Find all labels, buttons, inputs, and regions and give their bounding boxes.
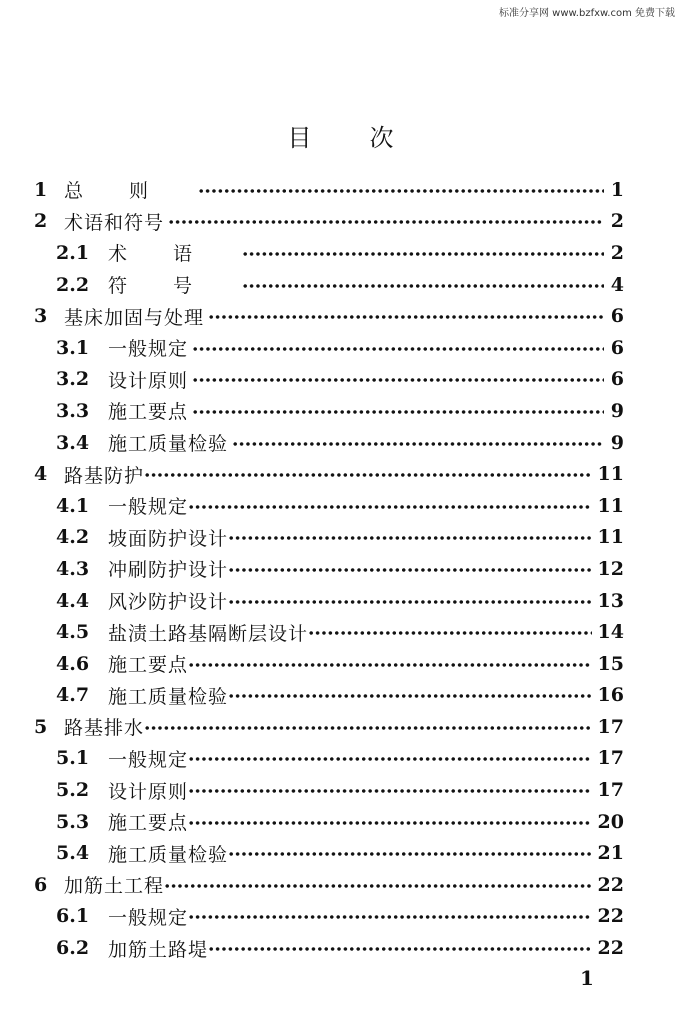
entry-page: 16 — [597, 684, 624, 707]
entry-page: 20 — [597, 810, 624, 833]
entry-page: 9 — [610, 431, 624, 454]
dot-leader — [188, 914, 592, 920]
entry-label: 一般规定 — [108, 338, 189, 361]
toc-entry[interactable] — [34, 869, 624, 901]
entry-number: 3.3 — [56, 399, 90, 422]
entry-page: 22 — [597, 937, 624, 960]
entry-number: 4.2 — [56, 526, 90, 549]
entry-number: 6 — [34, 873, 48, 896]
entry-label: 基床加固与处理 — [64, 306, 205, 329]
dot-leader — [144, 725, 592, 731]
entry-number: 5.2 — [56, 779, 90, 802]
entry-number: 6.2 — [56, 937, 90, 960]
entry-label: 一般规定 — [108, 748, 189, 771]
toc-entry[interactable] — [34, 300, 624, 332]
entry-label: 加筋土路堤 — [108, 938, 209, 961]
entry-number: 4.1 — [56, 494, 90, 517]
entry-page: 15 — [597, 652, 624, 675]
dot-leader — [228, 693, 592, 699]
toc-entry[interactable] — [34, 837, 624, 869]
dot-leader — [192, 409, 604, 415]
entry-label: 路基排水 — [64, 717, 145, 740]
entry-page: 22 — [597, 905, 624, 928]
dot-leader — [228, 851, 592, 857]
dot-leader — [208, 946, 592, 952]
watermark-header: 标准分享网 www.bzfxw.com 免费下载 — [499, 8, 675, 19]
entry-number: 5.1 — [56, 747, 90, 770]
entry-page: 6 — [610, 305, 624, 328]
entry-number: 2.1 — [56, 241, 90, 264]
entry-page: 14 — [597, 621, 624, 644]
entry-page: 2 — [610, 241, 624, 264]
entry-label: 一般规定 — [108, 496, 189, 519]
entry-page: 17 — [597, 779, 624, 802]
entry-number: 4.4 — [56, 589, 90, 612]
entry-number: 3 — [34, 305, 48, 328]
entry-label: 施工要点 — [108, 654, 189, 677]
entry-page: 17 — [597, 715, 624, 738]
entry-number: 4 — [34, 463, 48, 486]
entry-page: 13 — [597, 589, 624, 612]
entry-number: 4.6 — [56, 652, 90, 675]
toc-entry[interactable] — [34, 553, 624, 585]
toc-entry[interactable] — [34, 332, 624, 364]
dot-leader — [188, 504, 592, 510]
toc-entry[interactable] — [34, 680, 624, 712]
toc-entry[interactable] — [34, 743, 624, 775]
entry-label: 冲刷防护设计 — [108, 559, 229, 582]
dot-leader — [242, 283, 604, 289]
entry-number: 4.7 — [56, 684, 90, 707]
dot-leader — [164, 883, 592, 889]
entry-label: 施工质量检验 — [108, 685, 229, 708]
dot-leader — [228, 599, 592, 605]
dot-leader — [168, 219, 604, 225]
entry-page: 2 — [610, 210, 624, 233]
entry-number: 1 — [34, 178, 48, 201]
dot-leader — [198, 188, 604, 194]
entry-page: 11 — [597, 526, 624, 549]
page-number: 1 — [580, 966, 594, 990]
toc-entry[interactable] — [34, 648, 624, 680]
dot-leader — [188, 788, 592, 794]
entry-number: 6.1 — [56, 905, 90, 928]
entry-label: 施工要点 — [108, 812, 189, 835]
toc-entry[interactable] — [34, 522, 624, 554]
toc-entry[interactable] — [34, 237, 624, 269]
entry-label: 术语和符号 — [64, 211, 165, 234]
toc-entry[interactable] — [34, 901, 624, 933]
toc-entry[interactable] — [34, 364, 624, 396]
dot-leader — [192, 377, 604, 383]
entry-number: 4.3 — [56, 557, 90, 580]
entry-number: 3.1 — [56, 336, 90, 359]
toc-entry[interactable] — [34, 174, 624, 206]
entry-page: 11 — [597, 463, 624, 486]
toc-entry[interactable] — [34, 490, 624, 522]
entry-page: 1 — [610, 178, 624, 201]
entry-label: 路基防护 — [64, 464, 145, 487]
entry-page: 11 — [597, 494, 624, 517]
entry-page: 17 — [597, 747, 624, 770]
entry-label: 加筋土工程 — [64, 875, 165, 898]
entry-label: 符号 — [108, 275, 239, 298]
toc-entry[interactable] — [34, 616, 624, 648]
entry-page: 4 — [610, 273, 624, 296]
entry-label: 一般规定 — [108, 906, 189, 929]
dot-leader — [228, 567, 592, 573]
toc-entry[interactable] — [34, 458, 624, 490]
entry-number: 5.4 — [56, 842, 90, 865]
entry-page: 6 — [610, 368, 624, 391]
dot-leader — [188, 756, 592, 762]
toc-entry[interactable] — [34, 395, 624, 427]
dot-leader — [144, 472, 592, 478]
entry-label: 坡面防护设计 — [108, 527, 229, 550]
entry-label: 术语 — [108, 243, 239, 266]
toc-entry[interactable] — [34, 932, 624, 964]
entry-page: 21 — [597, 842, 624, 865]
entry-page: 9 — [610, 399, 624, 422]
page-title: 目次 — [287, 124, 452, 152]
dot-leader — [232, 441, 604, 447]
entry-number: 4.5 — [56, 621, 90, 644]
toc-entry[interactable] — [34, 806, 624, 838]
entry-page: 6 — [610, 336, 624, 359]
entry-label: 设计原则 — [108, 369, 189, 392]
entry-label: 总则 — [64, 180, 195, 203]
dot-leader — [242, 251, 604, 257]
entry-label: 施工要点 — [108, 401, 189, 424]
entry-label: 设计原则 — [108, 780, 189, 803]
entry-number: 2 — [34, 210, 48, 233]
table-of-contents — [34, 174, 624, 964]
toc-entry[interactable] — [34, 206, 624, 238]
dot-leader — [308, 630, 592, 636]
entry-number: 2.2 — [56, 273, 90, 296]
entry-label: 风沙防护设计 — [108, 591, 229, 614]
entry-label: 施工质量检验 — [108, 433, 229, 456]
dot-leader — [188, 820, 592, 826]
dot-leader — [192, 346, 604, 352]
entry-page: 22 — [597, 873, 624, 896]
toc-entry[interactable] — [34, 427, 624, 459]
entry-number: 5 — [34, 715, 48, 738]
dot-leader — [228, 535, 592, 541]
toc-entry[interactable] — [34, 711, 624, 743]
entry-number: 5.3 — [56, 810, 90, 833]
entry-number: 3.4 — [56, 431, 90, 454]
entry-label: 盐渍土路基隔断层设计 — [108, 622, 309, 645]
entry-page: 12 — [597, 557, 624, 580]
toc-entry[interactable] — [34, 774, 624, 806]
toc-entry[interactable] — [34, 269, 624, 301]
entry-number: 3.2 — [56, 368, 90, 391]
dot-leader — [188, 662, 592, 668]
entry-label: 施工质量检验 — [108, 843, 229, 866]
dot-leader — [208, 314, 604, 320]
toc-entry[interactable] — [34, 585, 624, 617]
